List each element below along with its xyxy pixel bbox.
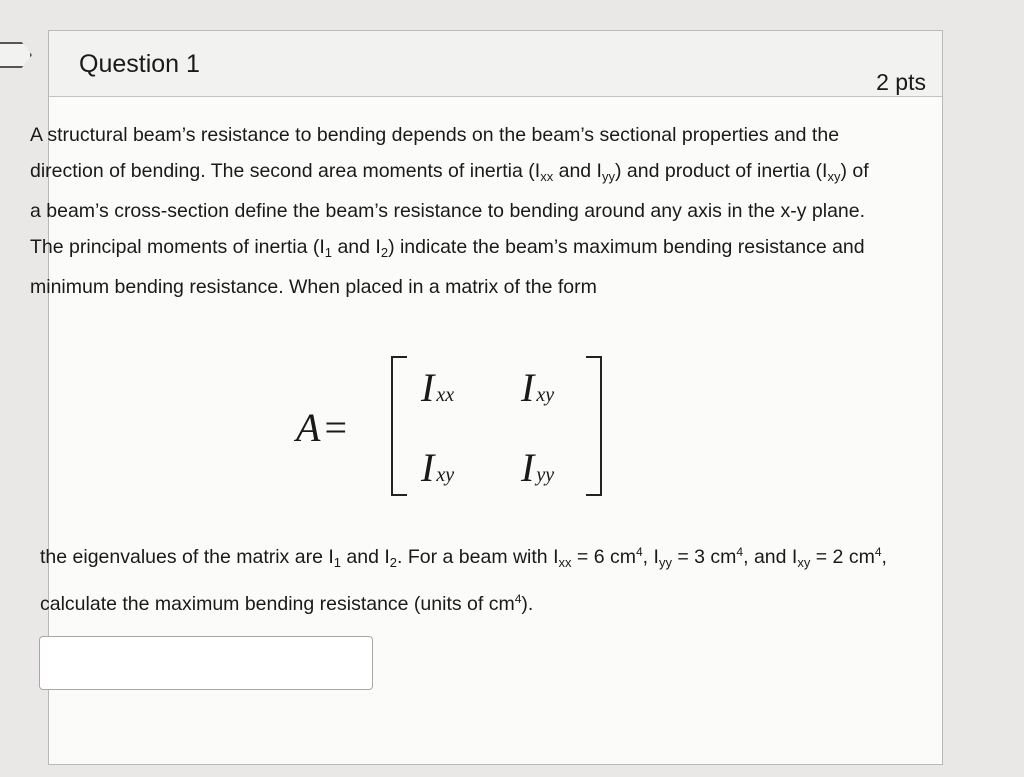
answer-input[interactable] xyxy=(39,636,373,690)
prompt-text-10: ). xyxy=(521,593,534,615)
matrix-equals: = xyxy=(324,405,347,450)
prompt-sub-1: 1 xyxy=(333,555,341,570)
body-text-4: ) of a beam’s cross-section define the beam’s resistance to bending around any axis in the x-y plane. The principal moments of inertia (I xyxy=(30,159,869,258)
matrix-symbol: I xyxy=(521,365,535,410)
body-text-1: A structural beam’s resistance to bending depends on the beam’s sectional properties and the direction of bending. The second area moments of inertia (I xyxy=(30,124,840,182)
body-text-2: and I xyxy=(553,159,602,182)
prompt-text-4: = 6 cm xyxy=(571,546,636,568)
prompt-sub-2: 2 xyxy=(389,555,398,570)
subscript-xy: xy xyxy=(827,168,841,184)
matrix-sub-xx: xx xyxy=(436,384,455,406)
subscript-xx: xx xyxy=(540,168,554,184)
question-header xyxy=(49,31,942,97)
question-flag-icon[interactable] xyxy=(0,42,32,68)
prompt-text-1: the eigenvalues of the matrix are I xyxy=(40,546,334,568)
prompt-text-5: , I xyxy=(642,546,659,568)
matrix-left-bracket xyxy=(391,356,407,496)
prompt-text-9: , calculate the maximum bending resistance (units of cm xyxy=(40,546,887,615)
question-title: Question 1 xyxy=(79,50,200,78)
matrix-symbol: I xyxy=(521,445,535,490)
matrix-cell-ixx xyxy=(421,364,454,411)
prompt-sub-yy: yy xyxy=(658,555,672,570)
matrix-symbol: I xyxy=(421,365,435,410)
matrix-lhs xyxy=(296,404,347,451)
question-body xyxy=(30,118,880,306)
prompt-text-7: , and I xyxy=(743,546,798,568)
matrix-sub-xy: xy xyxy=(536,384,555,406)
matrix-variable: A xyxy=(296,405,321,450)
question-prompt xyxy=(40,534,890,622)
matrix-cell-iyy xyxy=(521,444,554,491)
matrix-sub-xy: xy xyxy=(436,464,455,486)
prompt-sup-4: 4 xyxy=(514,592,522,606)
prompt-text-8: = 2 cm xyxy=(810,546,875,568)
inertia-matrix xyxy=(296,356,616,506)
matrix-cell-ixy-top xyxy=(521,364,554,411)
prompt-sup-1: 4 xyxy=(635,545,643,559)
matrix-right-bracket xyxy=(586,356,602,496)
prompt-sub-xx: xx xyxy=(558,555,572,570)
body-text-6: ) indicate the beam’s maximum bending resistance and minimum bending resistance. When placed in a matrix of the form xyxy=(30,235,865,298)
prompt-text-2: and I xyxy=(340,546,390,568)
prompt-sub-xy: xy xyxy=(797,555,811,570)
subscript-yy: yy xyxy=(601,168,615,184)
subscript-2: 2 xyxy=(380,244,389,260)
prompt-sup-2: 4 xyxy=(736,545,744,559)
matrix-symbol: I xyxy=(421,445,435,490)
matrix-sub-yy: yy xyxy=(536,464,555,486)
question-points: 2 pts xyxy=(876,69,926,95)
subscript-1: 1 xyxy=(324,244,333,260)
prompt-text-6: = 3 cm xyxy=(671,546,737,568)
body-text-5: and I xyxy=(332,235,381,258)
prompt-text-3: . For a beam with I xyxy=(397,546,559,568)
body-text-3: ) and product of inertia (I xyxy=(614,159,828,182)
matrix-cell-ixy-bottom xyxy=(421,444,454,491)
prompt-sup-3: 4 xyxy=(874,545,882,559)
